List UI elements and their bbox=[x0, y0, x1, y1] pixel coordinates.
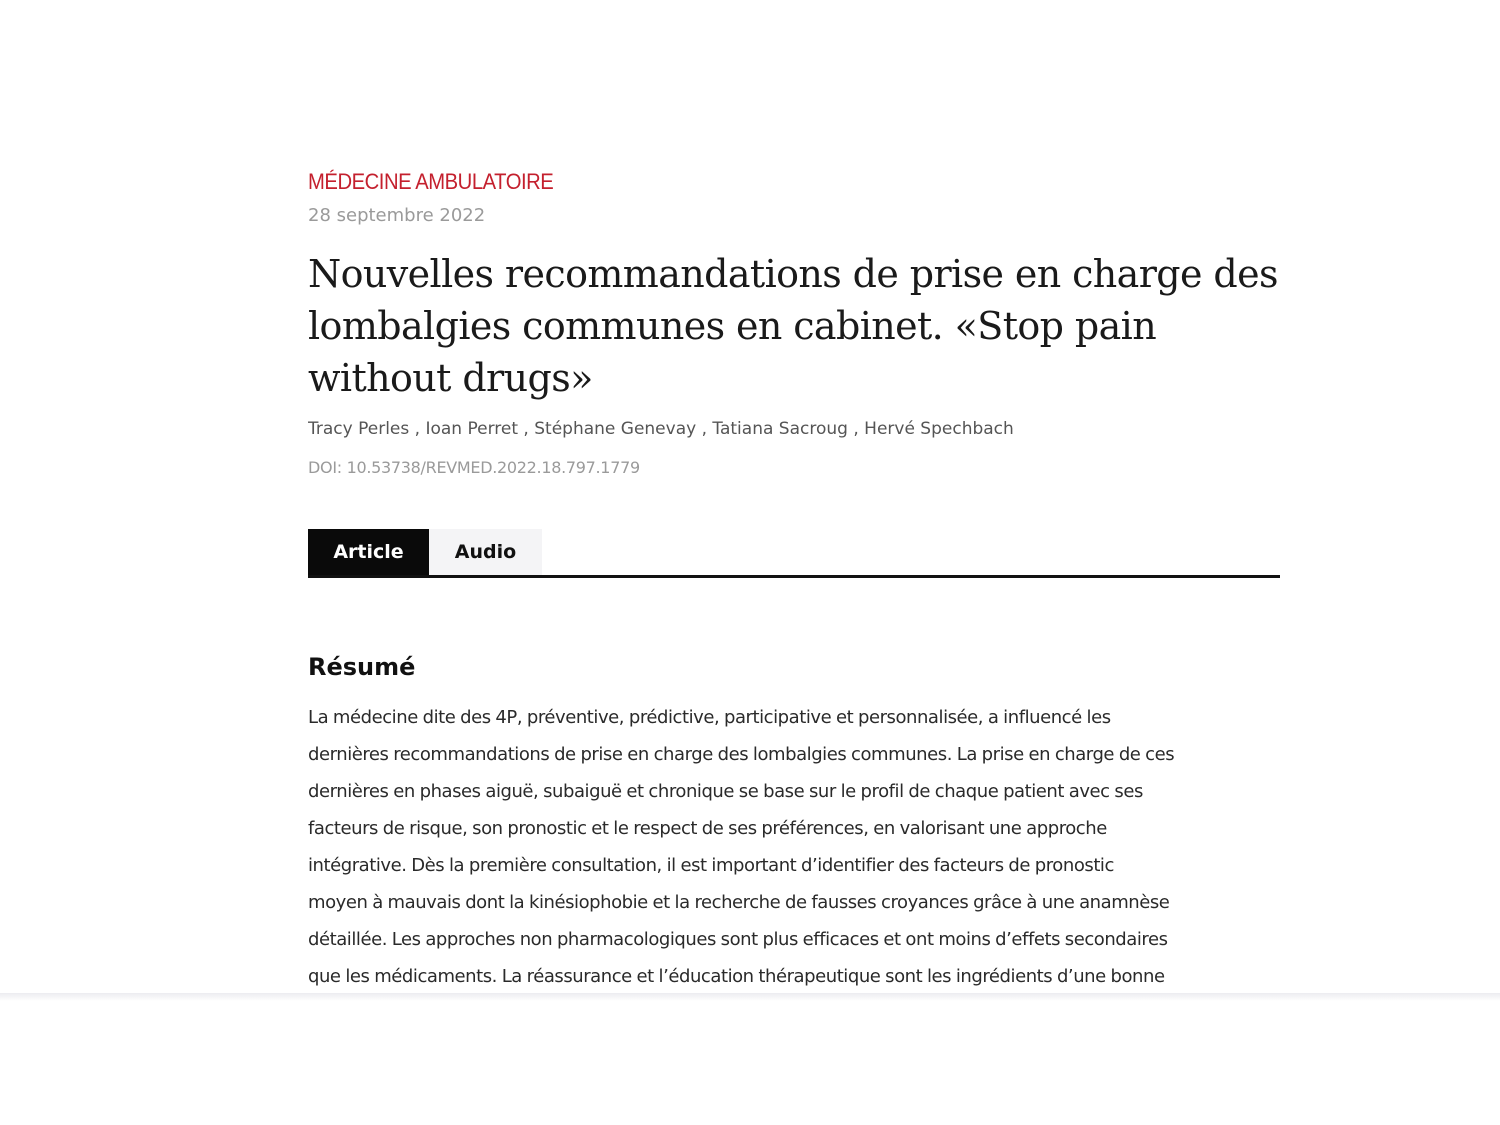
abstract-line: La médecine dite des 4P, préventive, prédictive, participative et personnalisée, a influencé les bbox=[308, 707, 1111, 728]
article-category[interactable]: MÉDECINE AMBULATOIRE bbox=[308, 169, 554, 194]
doi-link[interactable]: DOI: 10.53738/REVMED.2022.18.797.1779 bbox=[308, 458, 640, 477]
abstract-line: détaillée. Les approches non pharmacologiques sont plus efficaces et ont moins d’effets secondaires bbox=[308, 929, 1168, 950]
tab-audio[interactable]: Audio bbox=[429, 529, 542, 575]
author-separator: , bbox=[696, 419, 713, 439]
abstract-text bbox=[308, 699, 1280, 994]
author-separator: , bbox=[518, 419, 535, 439]
abstract-line: facteurs de risque, son pronostic et le respect de ses préférences, en valorisant une approche bbox=[308, 818, 1107, 839]
author-link[interactable]: Hervé Spechbach bbox=[864, 419, 1014, 439]
author-list bbox=[308, 416, 1280, 442]
viewport-fold-divider bbox=[0, 993, 1500, 1001]
article-content bbox=[308, 166, 1280, 994]
author-link[interactable]: Tatiana Sacroug bbox=[712, 419, 848, 439]
abstract-line: dernières en phases aiguë, subaiguë et chronique se base sur le profil de chaque patient avec ses bbox=[308, 781, 1143, 802]
abstract-line: moyen à mauvais dont la kinésiophobie et la recherche de fausses croyances grâce à une anamnèse bbox=[308, 892, 1170, 913]
abstract-heading: Résumé bbox=[308, 653, 416, 681]
author-separator: , bbox=[409, 419, 426, 439]
author-link[interactable]: Ioan Perret bbox=[425, 419, 519, 439]
author-link[interactable]: Tracy Perles bbox=[308, 419, 410, 439]
article-title: Nouvelles recommandations de prise en charge des lombalgies communes en cabinet. «Stop pain without drugs» bbox=[308, 252, 1278, 400]
abstract-line: intégrative. Dès la première consultation, il est important d’identifier des facteurs de pronostic bbox=[308, 855, 1114, 876]
tab-article[interactable]: Article bbox=[308, 529, 429, 575]
abstract-line: que les médicaments. La réassurance et l’éducation thérapeutique sont les ingrédients d’une bonne bbox=[308, 966, 1165, 987]
author-separator: , bbox=[847, 419, 865, 439]
article-tabs bbox=[308, 529, 1280, 578]
author-link[interactable]: Stéphane Genevay bbox=[534, 419, 697, 439]
abstract-line: dernières recommandations de prise en charge des lombalgies communes. La prise en charge de ces bbox=[308, 744, 1175, 765]
publication-date: 28 septembre 2022 bbox=[308, 205, 486, 226]
